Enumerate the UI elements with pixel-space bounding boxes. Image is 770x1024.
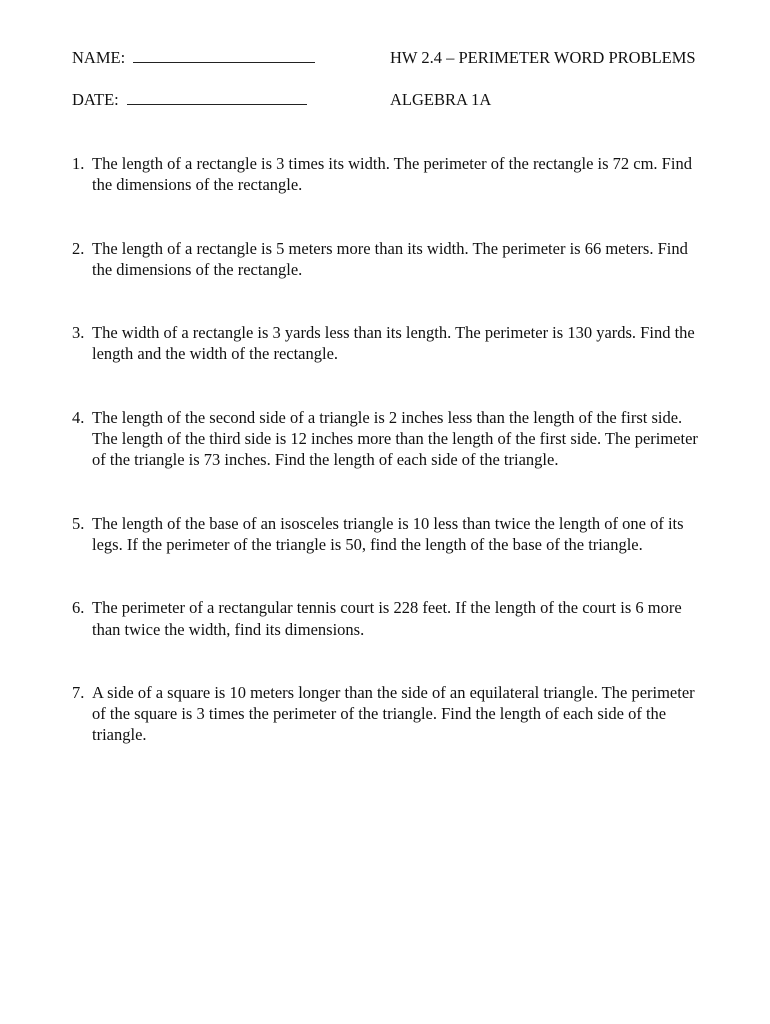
date-label: DATE: (72, 90, 119, 109)
problem-text: The perimeter of a rectangular tennis court is 228 feet. If the length of the court is 6 more than twice the width, find its dimensions. (92, 598, 682, 639)
problem-text: The width of a rectangle is 3 yards less than its length. The perimeter is 130 yards. Find the length and the width of the rectangle. (92, 323, 695, 364)
date-row (72, 90, 307, 110)
problem-text: A side of a square is 10 meters longer than the side of an equilateral triangle. The perimeter of the square is 3 times the perimeter of the triangle. Find the length of each side of the triangle. (92, 682, 695, 745)
date-blank-line[interactable] (127, 90, 307, 105)
name-row (72, 48, 315, 68)
problem-3 (72, 322, 702, 365)
problem-number: 2. (72, 238, 85, 258)
problem-number: 6. (72, 598, 85, 618)
problem-6 (72, 597, 702, 640)
problem-text: The length of a rectangle is 3 times its width. The perimeter of the rectangle is 72 cm. Find the dimensions of the rectangle. (92, 154, 692, 195)
course-name: ALGEBRA 1A (390, 90, 492, 109)
worksheet-title: HW 2.4 – PERIMETER WORD PROBLEMS (390, 48, 696, 67)
problem-2 (72, 238, 702, 281)
problem-list (72, 153, 702, 746)
problem-number: 7. (72, 682, 85, 702)
problem-number: 3. (72, 323, 85, 343)
name-blank-line[interactable] (133, 48, 315, 63)
problem-1 (72, 153, 702, 196)
problem-text: The length of the base of an isosceles triangle is 10 less than twice the length of one of its legs. If the perimeter of the triangle is 50, find the length of the base of the triangle. (92, 513, 684, 554)
problem-4 (72, 407, 702, 471)
problem-text: The length of a rectangle is 5 meters more than its width. The perimeter is 66 meters. Find the dimensions of the rectangle. (92, 238, 688, 279)
problem-number: 4. (72, 407, 85, 427)
problem-5 (72, 513, 702, 556)
problem-7 (72, 682, 702, 746)
problem-text: The length of the second side of a triangle is 2 inches less than the length of the first side. The length of the third side is 12 inches more than the length of the first side. The perimeter of the triangle is 73 inches. Find the length of each side of the triangle. (92, 407, 698, 470)
problem-number: 5. (72, 513, 85, 533)
name-label: NAME: (72, 48, 126, 67)
problem-number: 1. (72, 154, 85, 173)
